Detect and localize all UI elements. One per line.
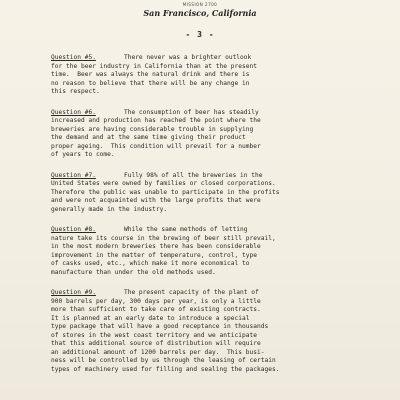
text-line: The present capacity of the plant of — [123, 289, 259, 296]
text-line: no reason to believe that there will be any change in — [51, 79, 250, 87]
text-line: types of machinery used for filling and sealing the packages. — [51, 365, 280, 373]
paragraph-question-9 — [51, 289, 369, 374]
text-line: generally made in the industry. — [51, 205, 168, 213]
text-line: type package that will have a good receptance in thousands — [51, 323, 269, 330]
text-line: more than sufficient to take care of existing contracts. — [51, 306, 261, 313]
text-line: It is planned at an early date to introduce a special — [51, 314, 250, 322]
document-body — [51, 54, 369, 386]
letterhead-address: MISSION 2700 — [182, 2, 218, 7]
question-label: Question #5. — [51, 54, 96, 61]
letterhead-city: San Francisco, California — [143, 8, 257, 18]
paragraph-question-8 — [51, 226, 369, 277]
text-line: in the most modern breweries there has been considerable — [51, 243, 261, 250]
text-line: the demand and at the same time giving their product — [51, 134, 246, 141]
text-line: of years to come. — [51, 151, 115, 158]
question-label: Question #8. — [51, 226, 96, 233]
text-line: proper ageing. This condition will prevail for a number — [51, 142, 261, 150]
text-line: an additional amount of 1200 barrels per day. This busi- — [51, 348, 265, 356]
text-line: increased and production has reached the point where the — [51, 117, 261, 124]
paragraph-question-5 — [51, 54, 369, 97]
text-line: United States were owned by families or closed corporations. — [51, 180, 276, 187]
text-line: The consumption of beer has steadily — [123, 108, 259, 116]
text-line: and were not acquainted with the large profits that were — [51, 197, 261, 204]
text-line: improvement in the matter of temperature, control, type — [51, 251, 257, 259]
text-line: manufacture than under the old methods used. — [51, 268, 216, 276]
question-label: Question #9. — [51, 289, 96, 296]
text-line: for the beer industry in California than at the present — [51, 62, 257, 70]
text-line: of stores in the west coast territory and we anticipate — [51, 331, 257, 339]
text-line: 900 barrels per day, 300 days per year, is only a little — [51, 297, 261, 305]
letterhead — [0, 2, 400, 18]
text-line: breweries are having considerable trouble in supplying — [51, 125, 254, 133]
question-label: Question #7. — [51, 171, 96, 179]
text-line: ness will be controlled by us through the leasing of certain — [51, 357, 276, 364]
text-line: nature take its course in the brewing of beer still prevail, — [51, 234, 276, 242]
page-number: - 3 - — [185, 30, 215, 39]
text-line: of casks used, etc., which make it more economical to — [51, 260, 250, 267]
text-line: this respect. — [51, 88, 100, 95]
text-line: Therefore the public was unable to participate in the profits — [51, 188, 280, 196]
text-line: Fully 98% of all the breweries in the — [123, 171, 263, 179]
question-label: Question #6. — [51, 108, 96, 116]
text-line: that this additional source of distribution will require — [51, 340, 261, 347]
text-line: There never was a brighter outlook — [123, 54, 252, 61]
text-line: time. Beer was always the natural drink and there is — [51, 71, 250, 78]
paragraph-question-7 — [51, 172, 369, 215]
text-line: While the same methods of letting — [123, 226, 248, 233]
paragraph-question-6 — [51, 109, 369, 160]
